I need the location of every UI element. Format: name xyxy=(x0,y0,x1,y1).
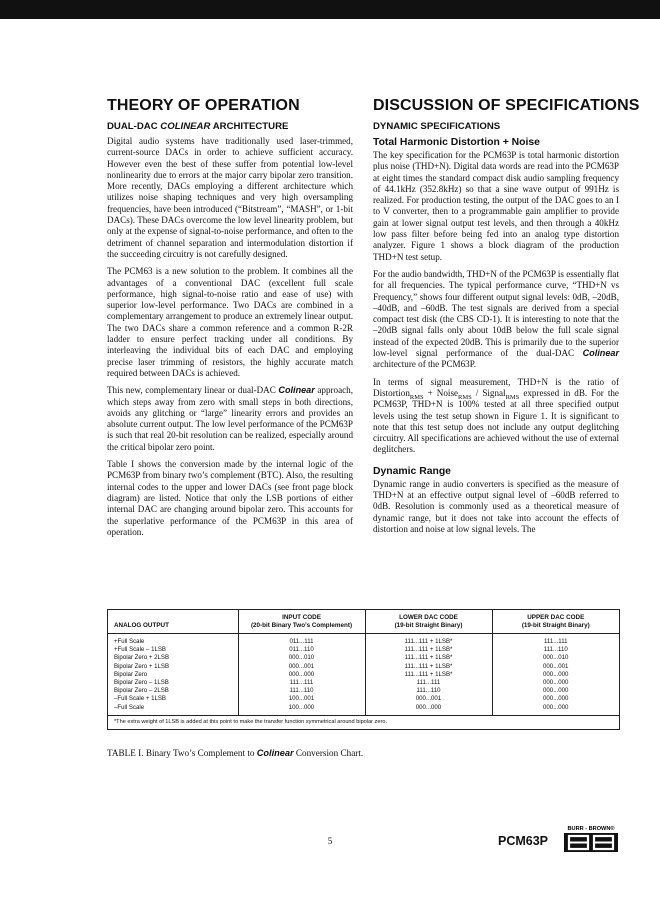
table-cell: 111...110 xyxy=(543,646,568,654)
table-cell: 111...111 + 1LSB* xyxy=(365,671,492,679)
column-header xyxy=(108,610,238,634)
table-cell: 000...000 xyxy=(543,695,569,703)
discussion-paragraph-2 xyxy=(373,269,619,371)
table-cell: 000...000 xyxy=(543,670,569,678)
conversion-table xyxy=(107,609,620,730)
caption-suffix: Conversion Chart. xyxy=(293,748,364,758)
table-row xyxy=(108,671,619,679)
table-row xyxy=(108,679,619,687)
table-cell: 111...111 xyxy=(238,679,365,687)
table-body xyxy=(108,634,619,715)
rms-subscript: RMS xyxy=(458,393,472,401)
table-cell: +Full Scale xyxy=(108,634,238,647)
table-cell: –Full Scale xyxy=(108,704,238,715)
table-header-row xyxy=(108,610,619,634)
theory-subheading xyxy=(107,120,353,133)
subhead-suffix: ARCHITECTURE xyxy=(210,121,289,132)
table-cell: 111...111 + 1LSB* xyxy=(365,634,492,647)
column-header-label: UPPER DAC CODE xyxy=(527,614,585,621)
table-cell: 000...000 xyxy=(543,679,569,687)
conversion-table-grid xyxy=(108,610,619,715)
p3-text-b: + Noise xyxy=(423,387,459,398)
column-header xyxy=(238,610,365,634)
table-footnote: *The extra weight of 1LSB is added at this point to make the transfer function symmetrical around bipolar zero. xyxy=(108,715,619,729)
table-cell: 000...000 xyxy=(543,703,569,711)
subhead-prefix: DUAL-DAC xyxy=(107,121,161,132)
colinear-brand: Colinear xyxy=(256,748,294,758)
table-cell: 100...001 xyxy=(238,695,365,703)
table-cell: Bipolar Zero xyxy=(108,671,238,679)
caption-prefix: TABLE I. Binary Two’s Complement to xyxy=(107,748,257,758)
table-cell: 111...111 + 1LSB* xyxy=(365,663,492,671)
table-cell: 000...010 xyxy=(238,654,365,662)
table-cell: –Full Scale + 1LSB xyxy=(108,695,238,703)
table-cell: 000...001 xyxy=(543,662,569,670)
p3-text-a: In terms of signal measurement, THD+N is the ratio of Distortion xyxy=(373,376,619,398)
table-row xyxy=(108,695,619,703)
table-row xyxy=(108,634,619,647)
header-rule xyxy=(0,0,660,19)
table-cell: 000...000 xyxy=(543,687,569,695)
p3-text-c: / Signal xyxy=(471,387,506,398)
table-row xyxy=(108,654,619,662)
table-cell: 111...110 xyxy=(365,687,492,695)
table-cell: 011...111 xyxy=(238,634,365,647)
thd-heading: Total Harmonic Distortion + Noise xyxy=(373,137,540,148)
column-header-label: LOWER DAC CODE xyxy=(399,614,458,621)
discussion-column xyxy=(373,96,640,541)
discussion-p2-suffix: architecture of the PCM63P. xyxy=(373,359,477,370)
table-cell: Bipolar Zero + 2LSB xyxy=(108,654,238,662)
rms-subscript: RMS xyxy=(505,393,520,401)
table-cell: 111...111 + 1LSB* xyxy=(365,654,492,662)
column-header-label: INPUT CODE xyxy=(282,614,321,621)
dynamic-specs-subheading: DYNAMIC SPECIFICATIONS xyxy=(373,121,501,132)
column-header-sublabel: (19-bit Straight Binary) xyxy=(521,622,590,629)
table-cell: Bipolar Zero – 2LSB xyxy=(108,687,238,695)
theory-paragraph-3 xyxy=(107,385,353,453)
table-row xyxy=(108,704,619,715)
theory-column xyxy=(107,96,353,544)
dynamic-range-heading: Dynamic Range xyxy=(373,465,451,477)
discussion-paragraph-3 xyxy=(373,377,619,456)
colinear-brand: Colinear xyxy=(582,348,619,359)
column-header xyxy=(492,610,619,634)
page-number: 5 xyxy=(327,836,333,846)
table-cell: 111...111 + 1LSB* xyxy=(365,646,492,654)
discussion-paragraph-1: The key specification for the PCM63P is total harmonic distortion plus noise (THD+N). Digital data words are read into the PCM63P at eight times the standard compact disk audio sampling frequency of 44.1kHz (352.8kHz) so that a sine wave output of 991Hz is realized. For production testing, the output of the DAC goes to an I to V converter, then to a programmable gain amplifier to provide gain at lower signal output test levels, and then through a 40kHz low pass filter before being fed into an analog type distortion analyzer. Figure 1 shows a block diagram of the production THD+N test setup. xyxy=(373,150,619,262)
theory-title: THEORY OF OPERATION xyxy=(107,97,300,114)
table-caption xyxy=(107,748,363,758)
table-cell: Bipolar Zero + 1LSB xyxy=(108,663,238,671)
table-cell: 000...010 xyxy=(543,654,569,662)
table-row xyxy=(108,687,619,695)
column-header-label: ANALOG OUTPUT xyxy=(114,622,169,629)
theory-paragraph-1: Digital audio systems have traditionally used laser-trimmed, current-source DACs in order to achieve sufficient accuracy. However even the best of these suffer from potential low-level nonlinearity due to errors at the major carry bipolar zero transition. More recently, DACs employing a different architecture which utilizes noise shaping techniques and very high oversampling frequencies, have been introduced (“Bitstream”, “MASH”, or 1-bit DACs). These DACs overcome the low level linearity problem, but only at the expense of signal-to-noise performance, and often to the detriment of channel separation and intermodulation distortion if the succeeding circuitry is not carefully designed. xyxy=(107,136,353,259)
table-cell: 111...110 xyxy=(238,687,365,695)
discussion-title: DISCUSSION OF SPECIFICATIONS xyxy=(373,97,640,114)
discussion-p2-prefix: For the audio bandwidth, THD+N of the PCM63P is essentially flat for all frequencies. The typical performance curve, “THD+N vs Frequency,” shows four different output signal levels: 0dB, –20dB, –40dB, and –60dB. The test signals are derived from a special compact test disk (the CBS CD-1). It is interesting to note that the –20dB signal falls only about 10dB below the full scale signal instead of the expected 20dB. This is primarily due to the superior low-level signal performance of the dual-DAC xyxy=(373,268,619,359)
theory-p3-prefix: This new, complementary linear or dual-DAC xyxy=(107,385,279,396)
table-cell: 000...000 xyxy=(365,704,492,715)
table-cell: 111...111 xyxy=(365,679,492,687)
p3-text-d: expressed in dB. For the PCM63P, THD+N is 100% tested at all three specified output levels using the test setup shown in Figure 1. It is significant to note that this test setup does not include any output deglitching circuitry. All specifications are achieved without the use of external deglitchers. xyxy=(373,387,619,455)
burr-brown-logo xyxy=(560,824,622,854)
table-cell: 000...001 xyxy=(365,695,492,703)
discussion-paragraph-4: Dynamic range in audio converters is specified as the measure of THD+N at an effective output signal level of –60dB referred to 0dB. Resolution is commonly used as a theoretical measure of dynamic range, but it does not take into account the effects of distortion and noise at low signal levels. The xyxy=(373,478,619,534)
part-number: PCM63P xyxy=(498,834,549,848)
column-header-sublabel: (19-bit Straight Binary) xyxy=(394,622,463,629)
theory-paragraph-4: Table I shows the conversion made by the internal logic of the PCM63P from binary two’s complement (BTC). Also, the resulting internal codes to the upper and lower DACs (see front page block diagram) are listed. Notice that only the LSB portions of either internal DAC are changing around bipolar zero. This accounts for the superlative performance of the PCM63P in this area of operation. xyxy=(107,459,353,537)
table-cell: 011...110 xyxy=(238,646,365,654)
column-header xyxy=(365,610,492,634)
table-cell: 111...111 xyxy=(543,638,568,645)
table-cell: 000...000 xyxy=(238,671,365,679)
colinear-brand: Colinear xyxy=(278,385,315,396)
theory-paragraph-2: The PCM63 is a new solution to the problem. It combines all the advantages of a conventional DAC (excellent full scale performance, high signal-to-noise ratio and ease of use) with superior low-level performance. Two DACs are combined in a complementary arrangement to produce an extremely linear output. The two DACs share a common reference and a common R-2R ladder to ensure perfect tracking under all conditions. By interleaving the individual bits of each DAC and employing precise laser trimming of resistors, the highly accurate match required between DACs is achieved. xyxy=(107,266,353,378)
table-cell: 000...001 xyxy=(238,663,365,671)
table-row xyxy=(108,663,619,671)
theory-p3-suffix: approach, which steps away from zero with small steps in both directions, avoids any glitching or “large” linearity errors and provides an absolute current output. The low level performance of the PCM63P is such that real 20-bit resolution can be realized, especially around the critical bipolar zero point. xyxy=(107,385,353,452)
rms-subscript: RMS xyxy=(409,393,424,401)
table-cell: Bipolar Zero – 1LSB xyxy=(108,679,238,687)
table-cell: 100...000 xyxy=(238,704,365,715)
table-row xyxy=(108,646,619,654)
logo-wordmark: BURR - BROWN® xyxy=(567,826,615,832)
table-cell: +Full Scale – 1LSB xyxy=(108,646,238,654)
column-header-sublabel: (20-bit Binary Two’s Complement) xyxy=(250,622,353,629)
subhead-brand: COLINEAR xyxy=(160,121,211,132)
